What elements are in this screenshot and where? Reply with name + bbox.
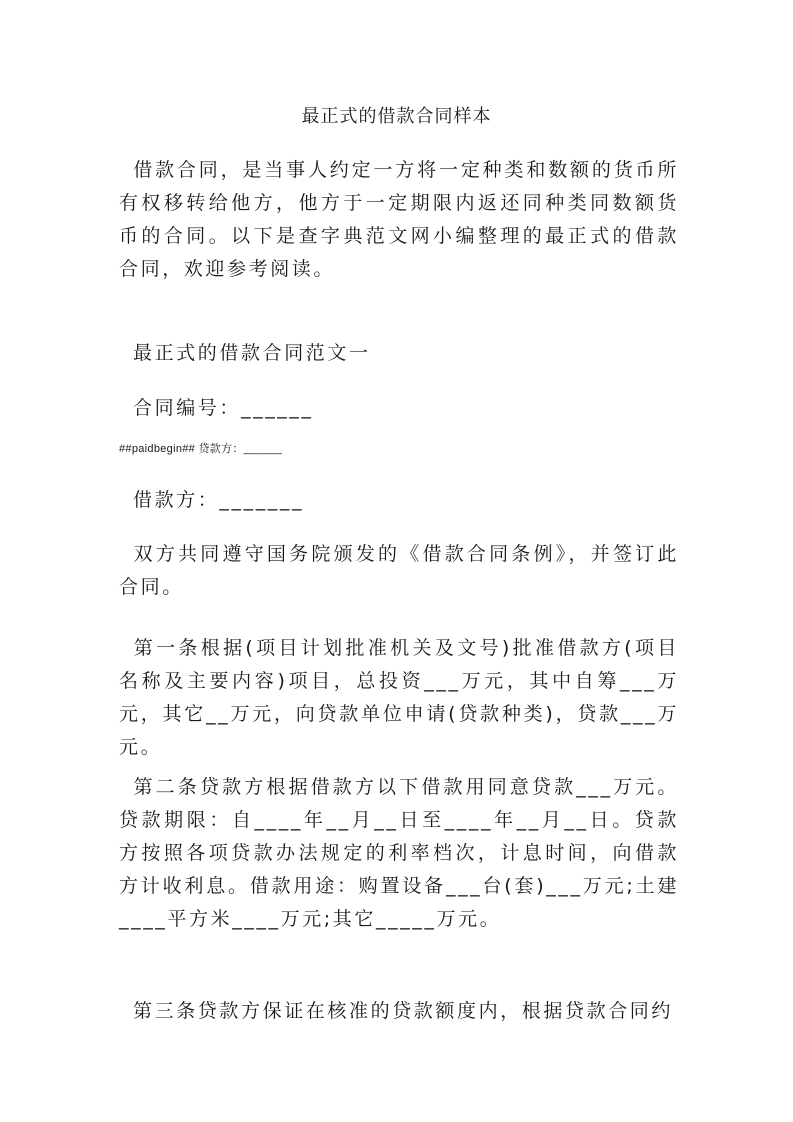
article-2-text: 第二条贷款方根据借款方以下借款用同意贷款___万元。贷款期限：自____年__月__日至____年__月__日。贷款方按照各项贷款办法规定的利率档次，计息时间，向借款方计收利息。借款用途：购置设备___台(套)___万元;土建____平方米____万元;其它_____万元。 — [119, 776, 679, 930]
section-heading-text: 最正式的借款合同范文一 — [133, 342, 371, 364]
lender-line: ##paidbegin## 贷款方：______ — [119, 443, 283, 455]
borrower-line — [119, 484, 679, 517]
article-3-text: 第三条贷款方保证在核准的贷款额度内，根据贷款合同约 — [133, 1000, 674, 1022]
contract-number-text: 合同编号：______ — [133, 397, 314, 419]
contract-number-line — [119, 392, 679, 425]
agreement-text: 双方共同遵守国务院颁发的《借款合同条例》，并签订此合同。 — [119, 543, 679, 598]
section-heading — [119, 337, 679, 370]
article-2-paragraph — [119, 771, 679, 936]
article-1-text: 第一条根据(项目计划批准机关及文号)批准借款方(项目名称及主要内容)项目，总投资___万元，其中自筹___万元，其它__万元，向贷款单位申请(贷款种类)，贷款___万元。 — [119, 637, 679, 758]
borrower-text: 借款方：_______ — [133, 489, 305, 511]
article-3-paragraph — [119, 995, 679, 1028]
intro-text: 借款合同，是当事人约定一方将一定种类和数额的货币所有权移转给他方，他方于一定期限内返还同种类同数额货币的合同。以下是查字典范文网小编整理的最正式的借款合同，欢迎参考阅读。 — [119, 159, 679, 280]
document-title: 最正式的借款合同样本 — [301, 106, 492, 127]
intro-paragraph — [119, 154, 679, 286]
agreement-paragraph — [119, 538, 679, 604]
article-1-paragraph — [119, 632, 679, 764]
